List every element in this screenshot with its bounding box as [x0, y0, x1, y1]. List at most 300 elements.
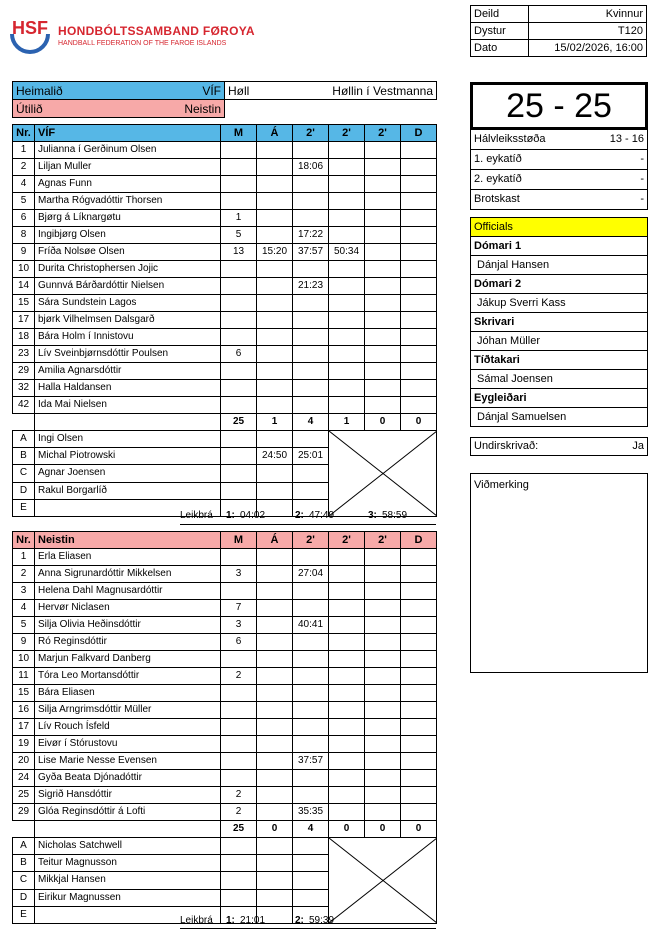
table-row [13, 193, 437, 210]
player-m [221, 261, 257, 278]
player-t1 [293, 702, 329, 719]
player-name: Bára Holm í Innistovu [35, 329, 221, 346]
player-m [221, 380, 257, 397]
player-m [221, 312, 257, 329]
player-a [257, 583, 293, 600]
total-d: 0 [401, 821, 437, 838]
player-d [401, 159, 437, 176]
staff-t1: 25:01 [293, 448, 329, 465]
player-a [257, 227, 293, 244]
player-number: 18 [13, 329, 35, 346]
svg-text:HSF: HSF [12, 18, 48, 38]
player-a [257, 770, 293, 787]
player-t3 [365, 651, 401, 668]
player-a [257, 617, 293, 634]
staff-a [257, 465, 293, 482]
player-name: Lív Sveinbjørnsdóttir Poulsen [35, 346, 221, 363]
officials-title: Officials [471, 218, 647, 237]
timeout-label: Leikbrá [180, 510, 213, 521]
player-t1 [293, 685, 329, 702]
player-a [257, 719, 293, 736]
player-d [401, 295, 437, 312]
player-name: Agnas Funn [35, 176, 221, 193]
staff-t1 [293, 855, 329, 872]
player-t3 [365, 142, 401, 159]
table-row [13, 329, 437, 346]
total-a: 1 [257, 414, 293, 431]
table-row [13, 668, 437, 685]
official-role: Eygleiðari [471, 388, 647, 408]
score-row-value: - [640, 153, 644, 165]
player-t2 [329, 380, 365, 397]
player-m: 13 [221, 244, 257, 261]
player-name: Liljan Muller [35, 159, 221, 176]
table-row [13, 736, 437, 753]
player-t2 [329, 634, 365, 651]
total-a: 0 [257, 821, 293, 838]
player-t2 [329, 804, 365, 821]
player-t2 [329, 549, 365, 566]
home-roster-header [13, 125, 437, 142]
home-timeout-2: 47:49 [309, 510, 335, 521]
player-t3 [365, 346, 401, 363]
col-t3: 2' [365, 532, 401, 549]
total-t2: 0 [329, 821, 365, 838]
player-number: 16 [13, 702, 35, 719]
cross-icon [329, 431, 437, 516]
player-a [257, 295, 293, 312]
table-row [13, 651, 437, 668]
home-totals-row [13, 414, 437, 431]
staff-cross-cell [329, 431, 437, 517]
player-number: 29 [13, 804, 35, 821]
col-m: M [221, 125, 257, 142]
staff-t1 [293, 872, 329, 889]
match-info-label: Dystur [471, 23, 529, 40]
player-d [401, 244, 437, 261]
total-t3: 0 [365, 414, 401, 431]
staff-t1 [293, 482, 329, 499]
player-m [221, 583, 257, 600]
staff-t1 [293, 838, 329, 855]
score-row-value: - [640, 193, 644, 205]
official-role: Dómari 1 [471, 237, 647, 256]
player-t2 [329, 736, 365, 753]
player-t3 [365, 719, 401, 736]
player-t1 [293, 634, 329, 651]
match-info-table [470, 5, 647, 57]
player-t1 [293, 736, 329, 753]
player-number: 32 [13, 380, 35, 397]
player-t2 [329, 363, 365, 380]
player-number: 4 [13, 600, 35, 617]
staff-a [257, 482, 293, 499]
table-row [13, 346, 437, 363]
player-t3 [365, 227, 401, 244]
away-label: Útilið [16, 101, 43, 116]
player-number: 9 [13, 634, 35, 651]
staff-letter: B [13, 855, 35, 872]
player-d [401, 278, 437, 295]
player-m [221, 685, 257, 702]
score-box [470, 82, 648, 210]
player-t2 [329, 176, 365, 193]
away-timeout-2: 59:39 [309, 915, 335, 926]
player-t2 [329, 668, 365, 685]
staff-name: Michal Piotrowski [35, 448, 221, 465]
player-d [401, 583, 437, 600]
staff-letter: B [13, 448, 35, 465]
teams-table [12, 81, 437, 118]
total-t3: 0 [365, 821, 401, 838]
player-number: 25 [13, 787, 35, 804]
player-t1 [293, 719, 329, 736]
player-t2 [329, 753, 365, 770]
player-name: bjørk Vilhelmsen Dalsgarð [35, 312, 221, 329]
staff-a [257, 889, 293, 906]
total-t1: 4 [293, 821, 329, 838]
player-d [401, 804, 437, 821]
player-d [401, 227, 437, 244]
player-t2 [329, 227, 365, 244]
player-m: 2 [221, 668, 257, 685]
hall-name: Høllin í Vestmanna [332, 83, 433, 98]
player-a: 15:20 [257, 244, 293, 261]
home-timeout-1: 04:02 [240, 510, 266, 521]
player-t2 [329, 685, 365, 702]
player-name: Hervør Niclasen [35, 600, 221, 617]
player-t3 [365, 685, 401, 702]
home-team-name: VÍF [202, 83, 221, 98]
staff-a: 24:50 [257, 448, 293, 465]
player-d [401, 397, 437, 414]
player-name: Ida Mai Nielsen [35, 397, 221, 414]
official-name: Jóhan Müller [477, 335, 540, 347]
staff-name: Eirikur Magnussen [35, 889, 221, 906]
home-team-cell [13, 82, 225, 100]
player-t2 [329, 651, 365, 668]
officials-box [470, 217, 648, 427]
staff-a [257, 855, 293, 872]
table-row [13, 244, 437, 261]
logo [6, 12, 54, 54]
table-row [13, 804, 437, 821]
player-number: 2 [13, 566, 35, 583]
table-row [13, 702, 437, 719]
player-m [221, 142, 257, 159]
player-m [221, 770, 257, 787]
col-nr: Nr. [13, 532, 35, 549]
table-row [13, 617, 437, 634]
player-m [221, 719, 257, 736]
table-row [13, 685, 437, 702]
player-number: 10 [13, 651, 35, 668]
player-d [401, 634, 437, 651]
col-t2: 2' [329, 532, 365, 549]
player-a [257, 346, 293, 363]
player-d [401, 719, 437, 736]
match-info-value: Kvinnur [529, 6, 647, 23]
player-name: Glóa Reginsdóttir á Lofti [35, 804, 221, 821]
player-t1: 18:06 [293, 159, 329, 176]
player-m: 1 [221, 210, 257, 227]
player-t1 [293, 397, 329, 414]
player-t3 [365, 702, 401, 719]
player-m [221, 176, 257, 193]
staff-letter: D [13, 482, 35, 499]
player-t1 [293, 210, 329, 227]
score-row-value: - [640, 173, 644, 185]
player-name: Bára Eliasen [35, 685, 221, 702]
home-timeout-3: 58:59 [382, 510, 408, 521]
player-d [401, 651, 437, 668]
table-row [13, 278, 437, 295]
player-t3 [365, 159, 401, 176]
player-name: Fríða Nolsøe Olsen [35, 244, 221, 261]
player-t1 [293, 549, 329, 566]
staff-name: Nicholas Satchwell [35, 838, 221, 855]
player-name: Gyða Beata Djónadóttir [35, 770, 221, 787]
player-name: Lív Rouch Ísfeld [35, 719, 221, 736]
player-t2 [329, 600, 365, 617]
player-a [257, 176, 293, 193]
staff-name: Teitur Magnusson [35, 855, 221, 872]
player-d [401, 566, 437, 583]
table-row [13, 634, 437, 651]
player-number: 17 [13, 719, 35, 736]
remark-label: Viðmerking [474, 479, 529, 491]
player-t2 [329, 261, 365, 278]
player-t3 [365, 397, 401, 414]
col-team: Neistin [35, 532, 221, 549]
player-m [221, 397, 257, 414]
table-row [13, 583, 437, 600]
staff-letter: C [13, 872, 35, 889]
final-score: 25 - 25 [471, 83, 647, 129]
official-name: Dánjal Hansen [477, 259, 550, 271]
staff-letter: A [13, 431, 35, 448]
official-role: Dómari 2 [471, 274, 647, 294]
player-a [257, 278, 293, 295]
player-t3 [365, 787, 401, 804]
player-number: 1 [13, 142, 35, 159]
player-number: 4 [13, 176, 35, 193]
score-row [471, 169, 647, 189]
col-team: VÍF [35, 125, 221, 142]
staff-a [257, 872, 293, 889]
player-a [257, 397, 293, 414]
staff-t1 [293, 889, 329, 906]
player-a [257, 600, 293, 617]
player-number: 17 [13, 312, 35, 329]
player-t1 [293, 193, 329, 210]
player-t1 [293, 142, 329, 159]
hall-cell [225, 82, 437, 100]
player-name: Lise Marie Nesse Evensen [35, 753, 221, 770]
staff-letter: D [13, 889, 35, 906]
player-d [401, 617, 437, 634]
player-d [401, 685, 437, 702]
table-row [13, 770, 437, 787]
staff-letter: C [13, 465, 35, 482]
player-a [257, 159, 293, 176]
player-m [221, 753, 257, 770]
player-m [221, 278, 257, 295]
staff-name: Rakul Borgarlíð [35, 482, 221, 499]
player-m [221, 295, 257, 312]
player-m [221, 193, 257, 210]
player-a [257, 753, 293, 770]
staff-cross-cell [329, 838, 437, 924]
col-t1: 2' [293, 125, 329, 142]
player-t2 [329, 770, 365, 787]
player-t3 [365, 176, 401, 193]
player-a [257, 651, 293, 668]
player-number: 6 [13, 210, 35, 227]
staff-t1 [293, 465, 329, 482]
signed-box [470, 437, 648, 456]
player-d [401, 261, 437, 278]
player-t1 [293, 651, 329, 668]
player-number: 9 [13, 244, 35, 261]
table-row [13, 295, 437, 312]
player-d [401, 176, 437, 193]
player-name: Marjun Falkvard Danberg [35, 651, 221, 668]
player-t1 [293, 787, 329, 804]
player-name: Durita Christophersen Jojic [35, 261, 221, 278]
player-number: 15 [13, 295, 35, 312]
table-row [13, 159, 437, 176]
score-row-label: Hálvleiksstøða [474, 133, 546, 145]
col-a: Á [257, 125, 293, 142]
player-name: Amilia Agnarsdóttir [35, 363, 221, 380]
table-row [13, 363, 437, 380]
player-t1: 37:57 [293, 244, 329, 261]
player-t1 [293, 261, 329, 278]
org-name: HONDBÓLTSSAMBAND FØROYA [58, 24, 255, 38]
player-d [401, 363, 437, 380]
player-t1 [293, 770, 329, 787]
player-a [257, 736, 293, 753]
score-row [471, 129, 647, 149]
player-t1 [293, 583, 329, 600]
player-m: 2 [221, 804, 257, 821]
player-a [257, 566, 293, 583]
total-t2: 1 [329, 414, 365, 431]
player-a [257, 668, 293, 685]
hall-label: Høll [228, 83, 250, 98]
player-name: Ingibjørg Olsen [35, 227, 221, 244]
player-name: Gunnvá Bárðardóttir Nielsen [35, 278, 221, 295]
player-name: Halla Haldansen [35, 380, 221, 397]
score-row [471, 189, 647, 209]
player-t3 [365, 770, 401, 787]
cross-icon [329, 838, 437, 923]
player-name: Sigrið Hansdóttir [35, 787, 221, 804]
player-d [401, 736, 437, 753]
player-d [401, 142, 437, 159]
player-t2 [329, 295, 365, 312]
player-a [257, 804, 293, 821]
player-m: 3 [221, 566, 257, 583]
player-number: 24 [13, 770, 35, 787]
player-t3 [365, 617, 401, 634]
player-d [401, 770, 437, 787]
away-roster-table [12, 531, 437, 924]
table-row [13, 600, 437, 617]
table-row [13, 261, 437, 278]
player-t3 [365, 193, 401, 210]
player-t1 [293, 380, 329, 397]
player-t2 [329, 583, 365, 600]
official-name: Jákup Sverri Kass [477, 297, 566, 309]
away-team-name: Neistin [184, 101, 221, 116]
player-t3 [365, 549, 401, 566]
home-label: Heimalið [16, 83, 63, 98]
player-a [257, 193, 293, 210]
player-d [401, 600, 437, 617]
staff-name: Mikkjal Hansen [35, 872, 221, 889]
player-t1: 17:22 [293, 227, 329, 244]
table-row [13, 176, 437, 193]
player-t2 [329, 787, 365, 804]
player-m [221, 159, 257, 176]
table-row [13, 566, 437, 583]
player-a [257, 685, 293, 702]
player-t1: 40:41 [293, 617, 329, 634]
match-info-row [471, 40, 647, 57]
col-d: D [401, 125, 437, 142]
player-t1 [293, 668, 329, 685]
player-t3 [365, 363, 401, 380]
player-name: Silja Olivia Heðinsdóttir [35, 617, 221, 634]
player-d [401, 549, 437, 566]
player-d [401, 787, 437, 804]
col-nr: Nr. [13, 125, 35, 142]
staff-letter: A [13, 838, 35, 855]
player-m [221, 651, 257, 668]
table-row [13, 397, 437, 414]
player-t2 [329, 719, 365, 736]
player-d [401, 702, 437, 719]
home-timeouts: Leikbrá 1: 04:02 2: 47:49 3: 58:59 [180, 510, 436, 525]
col-m: M [221, 532, 257, 549]
player-m [221, 702, 257, 719]
col-a: Á [257, 532, 293, 549]
player-name: Helena Dahl Magnusardóttir [35, 583, 221, 600]
player-t1: 37:57 [293, 753, 329, 770]
player-a [257, 549, 293, 566]
player-number: 15 [13, 685, 35, 702]
player-a [257, 142, 293, 159]
table-row [13, 549, 437, 566]
player-t1 [293, 346, 329, 363]
total-t1: 4 [293, 414, 329, 431]
player-t1: 21:23 [293, 278, 329, 295]
player-number: 10 [13, 261, 35, 278]
official-name: Sámal Joensen [477, 373, 553, 385]
player-a [257, 210, 293, 227]
player-number: 29 [13, 363, 35, 380]
official-role: Tíðtakari [471, 350, 647, 370]
player-t2 [329, 617, 365, 634]
score-row-value: 13 - 16 [609, 133, 644, 145]
table-row [13, 719, 437, 736]
player-name: Bjørg á Líknargøtu [35, 210, 221, 227]
table-row [13, 210, 437, 227]
player-t2 [329, 329, 365, 346]
player-d [401, 193, 437, 210]
